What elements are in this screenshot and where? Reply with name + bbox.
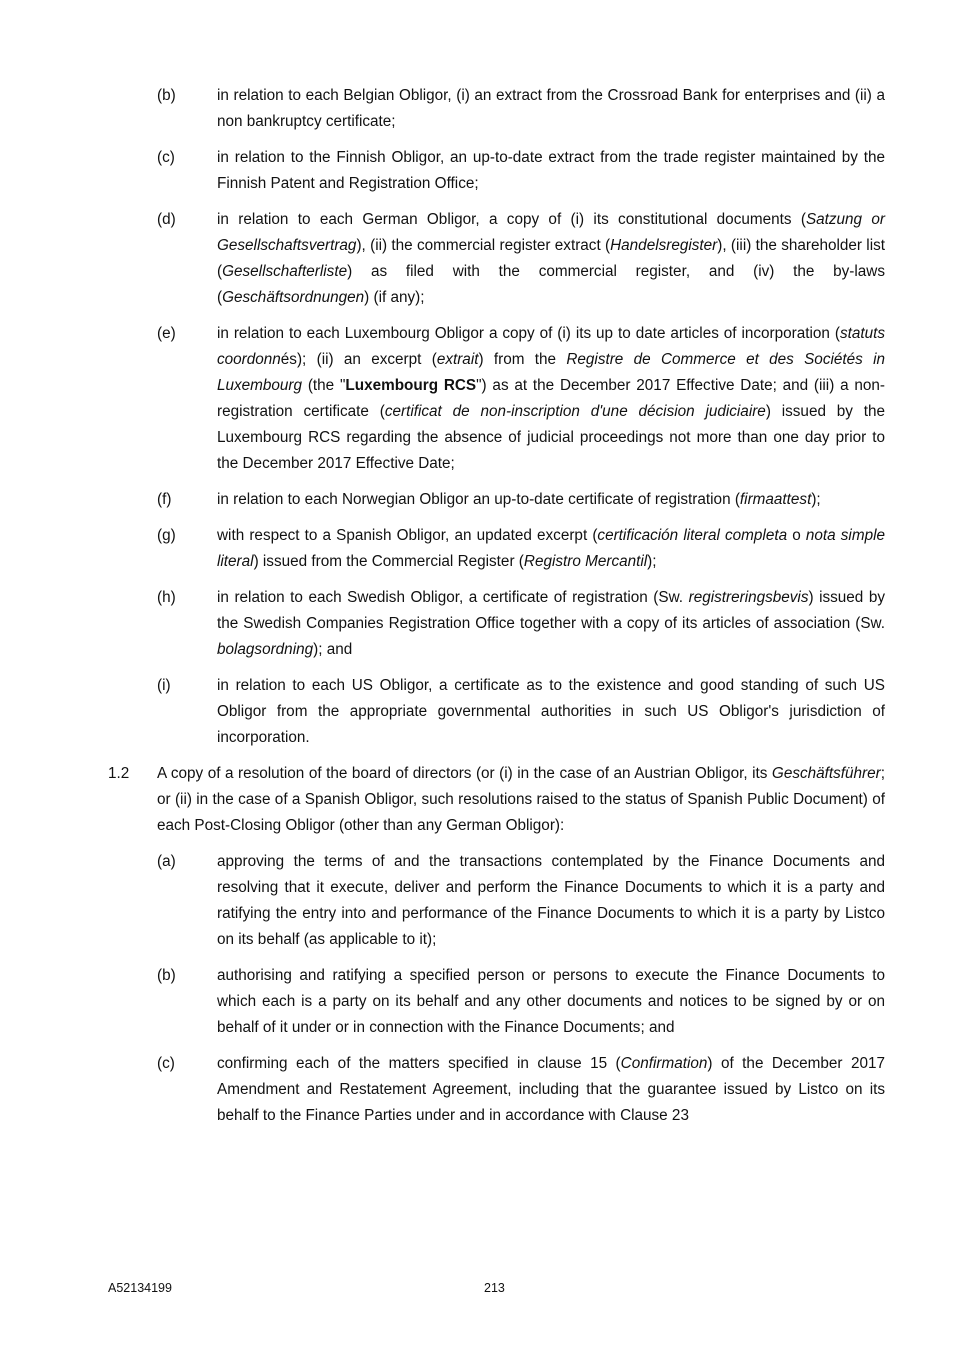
italic-term: bolagsordning bbox=[217, 641, 314, 658]
clause-label: (f) bbox=[157, 491, 172, 508]
text-run: o bbox=[787, 527, 806, 544]
text-run: authorising and ratifying a specified person or persons to execute the Finance Documents to which each is a party on its behalf and any other documents and notices to be signed by or on behalf of it under or in connection with the Finance Documents; and bbox=[217, 967, 885, 1036]
clause-label: (h) bbox=[157, 589, 176, 606]
text-run: in relation to the Finnish Obligor, an up-to-date extract from the trade register maintained by the Finnish Patent and Registration Office; bbox=[217, 149, 885, 192]
document-reference: A52134199 bbox=[108, 1281, 172, 1295]
text-run: ) as filed with the commercial register, and (iv) the by-laws ( bbox=[217, 263, 885, 306]
document-body bbox=[108, 83, 885, 1139]
clause-label: (e) bbox=[157, 325, 176, 342]
italic-term: Registro Mercantil bbox=[523, 553, 648, 570]
sub-clause bbox=[157, 523, 885, 575]
text-run: ); bbox=[647, 553, 657, 570]
text-run: in relation to each Swedish Obligor, a certificate of registration (Sw. bbox=[217, 589, 689, 606]
text-run: in relation to each Norwegian Obligor an up-to-date certificate of registration ( bbox=[217, 491, 740, 508]
text-run: és); (ii) an excerpt ( bbox=[280, 351, 437, 368]
text-run: in relation to each German Obligor, a copy of (i) its constitutional documents ( bbox=[217, 211, 806, 228]
text-run: ); and bbox=[313, 641, 353, 658]
sub-clause bbox=[157, 83, 885, 135]
clause-text bbox=[217, 487, 885, 513]
page-number: 213 bbox=[484, 1281, 505, 1295]
italic-term: firmaattest bbox=[739, 491, 812, 508]
text-run: ), (ii) the commercial register extract ( bbox=[356, 237, 611, 254]
text-run: ), (iii) the shareholder list ( bbox=[217, 237, 885, 280]
italic-term: Confirmation bbox=[620, 1055, 708, 1072]
sub-clause bbox=[157, 963, 885, 1041]
sub-clause bbox=[157, 673, 885, 751]
text-run: ); bbox=[811, 491, 821, 508]
italic-term: nota simple literal bbox=[217, 527, 885, 570]
text-run: approving the terms of and the transactions contemplated by the Finance Documents and resolving that it execute, deliver and perform the Finance Documents to which it is a party and ratifying the entry into and performance of the Finance Documents to which it is a party by Listco on its behalf (as applicable to it); bbox=[217, 853, 885, 948]
defined-term: Luxembourg RCS bbox=[345, 377, 477, 394]
italic-term: extrait bbox=[436, 351, 479, 368]
text-run: A copy of a resolution of the board of directors (or (i) in the case of an Austrian Obligor, its bbox=[157, 765, 772, 782]
sub-clause bbox=[157, 849, 885, 953]
clause-text bbox=[217, 963, 885, 1041]
sub-clause bbox=[157, 585, 885, 663]
clause-text bbox=[217, 83, 885, 135]
clause-text bbox=[217, 145, 885, 197]
text-run: ) (if any); bbox=[364, 289, 425, 306]
italic-term: registreringsbevis bbox=[688, 589, 809, 606]
clause-label: (b) bbox=[157, 967, 176, 984]
text-run: ) issued by the Luxembourg RCS regarding the absence of judicial proceedings not more than one day prior to the December 2017 Effective Date; bbox=[217, 403, 886, 472]
clause-text bbox=[217, 321, 885, 477]
text-run: ) from the bbox=[478, 351, 567, 368]
clause-text bbox=[217, 523, 885, 575]
sub-clause bbox=[157, 145, 885, 197]
clause bbox=[108, 761, 885, 839]
italic-term: Handelsregister bbox=[610, 237, 718, 254]
text-run: ") as at the December 2017 Effective Date; and (iii) a non-registration certificate ( bbox=[217, 377, 885, 420]
clause-text bbox=[217, 673, 885, 751]
clause-label: (a) bbox=[157, 853, 176, 870]
clause-label: (i) bbox=[157, 677, 171, 694]
clause-label: (d) bbox=[157, 211, 176, 228]
italic-term: Geschäftsführer bbox=[771, 765, 881, 782]
clause-text bbox=[157, 761, 885, 839]
sub-clause bbox=[157, 207, 885, 311]
italic-term: Gesellschafterliste bbox=[222, 263, 348, 280]
italic-term: Satzung or Gesellschaftsvertrag bbox=[217, 211, 885, 254]
italic-term: Registre de Commerce et des Sociétés in Luxembourg bbox=[217, 351, 885, 394]
italic-term: certificat de non-inscription d'une décision judiciaire bbox=[384, 403, 766, 420]
sub-clause bbox=[157, 321, 885, 477]
text-run: ) issued by the Swedish Companies Registration Office together with a copy of its articles of association (Sw. bbox=[217, 589, 886, 632]
sub-clause bbox=[157, 1051, 885, 1129]
text-run: in relation to each Belgian Obligor, (i) an extract from the Crossroad Bank for enterprises and (ii) a non bankruptcy certificate; bbox=[217, 87, 885, 130]
text-run: in relation to each Luxembourg Obligor a copy of (i) its up to date articles of incorporation ( bbox=[217, 325, 840, 342]
clause-text bbox=[217, 1051, 885, 1129]
clause-label: (g) bbox=[157, 527, 176, 544]
clause-label: (c) bbox=[157, 1055, 175, 1072]
text-run: with respect to a Spanish Obligor, an updated excerpt ( bbox=[217, 527, 598, 544]
italic-term: statuts coordonn bbox=[217, 325, 885, 368]
clause-text bbox=[217, 207, 885, 311]
text-run: ) issued from the Commercial Register ( bbox=[253, 553, 524, 570]
italic-term: Geschäftsordnungen bbox=[222, 289, 365, 306]
text-run: ) of the December 2017 Amendment and Restatement Agreement, including that the guarantee issued by Listco on its behalf to the Finance Parties under and in accordance with Clause 23 bbox=[217, 1055, 885, 1124]
clause-label: (b) bbox=[157, 87, 176, 104]
clause-label: 1.2 bbox=[108, 765, 130, 782]
text-run: (the " bbox=[302, 377, 346, 394]
text-run: confirming each of the matters specified in clause 15 ( bbox=[217, 1055, 621, 1072]
sub-clause bbox=[157, 487, 885, 513]
text-run: ; or (ii) in the case of a Spanish Obligor, such resolutions raised to the status of Spanish Public Document) of each Post-Closing Obligor (other than any German Obligor): bbox=[157, 765, 885, 834]
clause-label: (c) bbox=[157, 149, 175, 166]
italic-term: certificación literal completa bbox=[597, 527, 788, 544]
clause-text bbox=[217, 585, 885, 663]
text-run: in relation to each US Obligor, a certificate as to the existence and good standing of such US Obligor from the appropriate governmental authorities in such US Obligor's jurisdiction of incorporation. bbox=[217, 677, 885, 746]
clause-text bbox=[217, 849, 885, 953]
